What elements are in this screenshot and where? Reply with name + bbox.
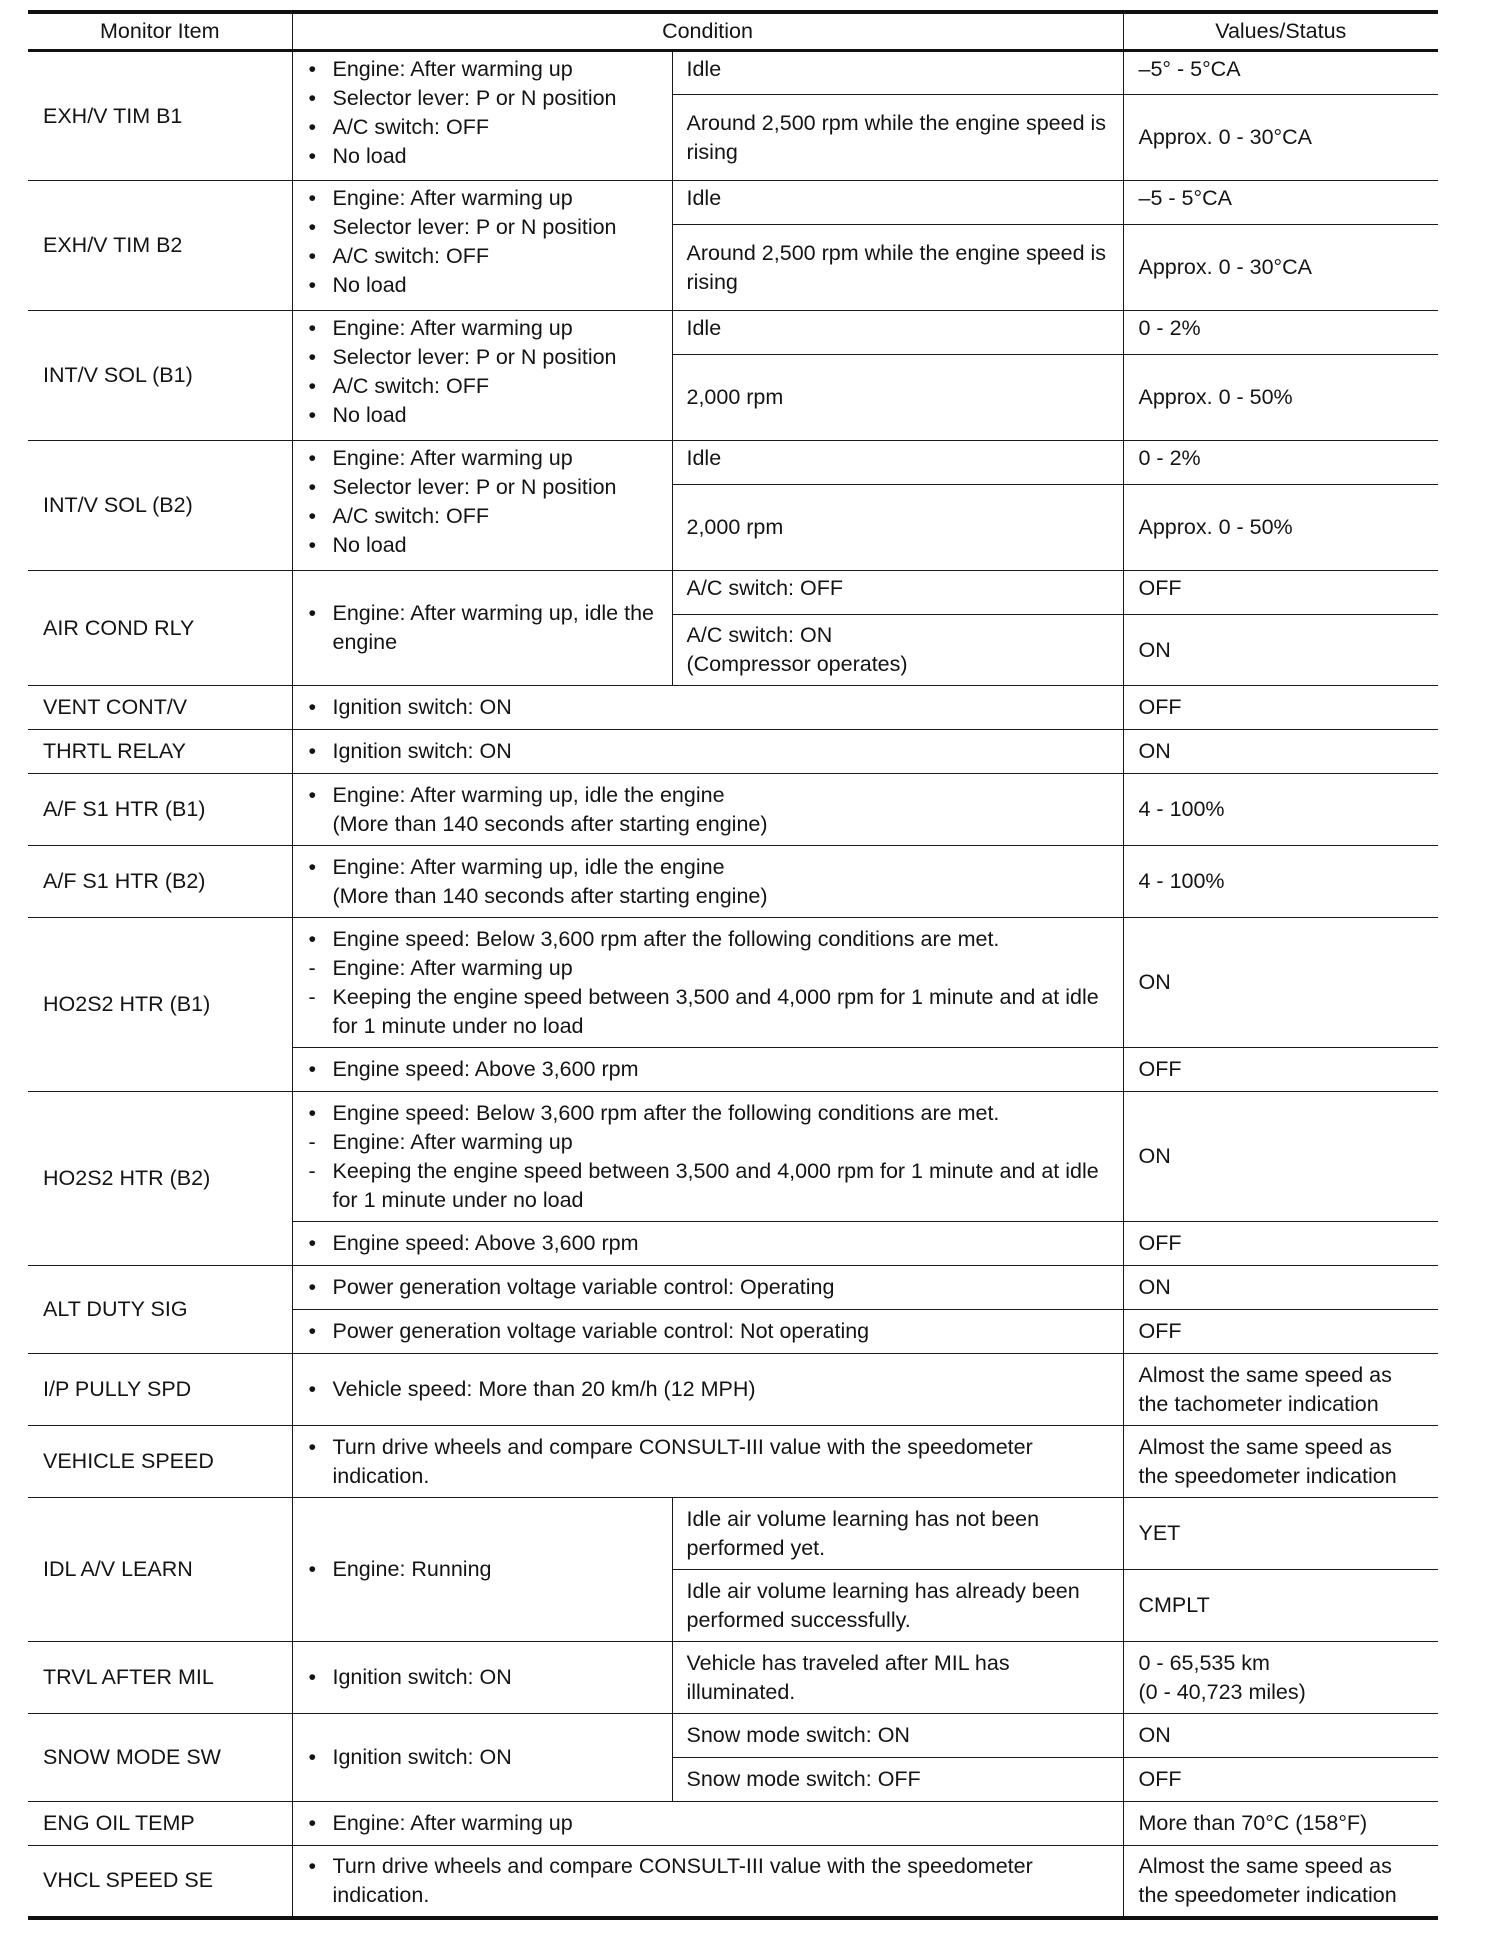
value-cell: OFF (1123, 686, 1438, 730)
bullet-line: • Engine: After warming up (308, 186, 573, 210)
bullet-line: • Selector lever: P or N position (308, 345, 617, 369)
bullet-line: • A/C switch: OFF (308, 504, 489, 528)
sub-condition: A/C switch: OFF (672, 571, 1123, 615)
bullet-line: • Engine: After warming up, idle the engine (308, 854, 725, 879)
bullet-line: • No load (308, 144, 407, 168)
condition-cell (292, 1846, 1123, 1918)
dash-line: - Keeping the engine speed between 3,500 and 4,000 rpm for 1 minute and at idle for 1 minute under no load (308, 984, 1099, 1038)
value-cell: YET (1123, 1498, 1438, 1570)
table-row (28, 774, 1438, 846)
bullet-line: • Selector lever: P or N position (308, 215, 617, 239)
bullet-line: • Turn drive wheels and compare CONSULT-III value with the speedometer indication. (308, 1853, 1033, 1907)
value-cell (1123, 1642, 1438, 1714)
monitor-item: A/F S1 HTR (B1) (28, 774, 292, 846)
monitor-item: ALT DUTY SIG (28, 1266, 292, 1354)
bullet-line: • Engine: After warming up (308, 57, 573, 81)
table-row (28, 1354, 1438, 1426)
continuation-line: (More than 140 seconds after starting engine) (332, 811, 768, 836)
bullet-line: • Power generation voltage variable control: Not operating (308, 1319, 870, 1343)
monitor-item: SNOW MODE SW (28, 1714, 292, 1802)
sub-condition-line: (Compressor operates) (686, 652, 908, 676)
value-cell: OFF (1123, 1048, 1438, 1092)
monitor-item: EXH/V TIM B2 (28, 181, 292, 311)
table-row (28, 1266, 1438, 1310)
bullet-line: • No load (308, 403, 407, 427)
table-row (28, 311, 1438, 355)
bullet-line: • Engine: After warming up, idle the engine (308, 601, 654, 654)
value-cell: 4 - 100% (1123, 774, 1438, 846)
condition-cell (292, 1642, 672, 1714)
bullet-line: • A/C switch: OFF (308, 244, 489, 268)
value-cell: OFF (1123, 1222, 1438, 1266)
value-cell: Approx. 0 - 50% (1123, 355, 1438, 441)
condition-cell (292, 730, 1123, 774)
bullet-line: • A/C switch: OFF (308, 374, 489, 398)
bullet-line: • No load (308, 533, 407, 557)
table-row (28, 1846, 1438, 1918)
bullet-line: • Engine speed: Above 3,600 rpm (308, 1057, 639, 1081)
condition-cell (292, 774, 1123, 846)
table-row (28, 1714, 1438, 1758)
value-cell: OFF (1123, 1310, 1438, 1354)
value-cell: CMPLT (1123, 1570, 1438, 1642)
condition-cell (292, 441, 672, 571)
monitor-item: VENT CONT/V (28, 686, 292, 730)
table-row (28, 846, 1438, 918)
header-values-status: Values/Status (1123, 12, 1438, 51)
monitor-item: TRVL AFTER MIL (28, 1642, 292, 1714)
value-cell: ON (1123, 1266, 1438, 1310)
value-cell: Almost the same speed as the tachometer indication (1123, 1354, 1438, 1426)
value-cell: –5 - 5°CA (1123, 181, 1438, 225)
table-row (28, 1092, 1438, 1222)
bullet-line: • Engine speed: Above 3,600 rpm (308, 1231, 639, 1255)
value-cell: Almost the same speed as the speedometer indication (1123, 1846, 1438, 1918)
header-row (28, 12, 1438, 51)
condition-cell (292, 1222, 1123, 1266)
bullet-line: • Ignition switch: ON (308, 1665, 512, 1689)
condition-cell (292, 846, 1123, 918)
table-row (28, 918, 1438, 1048)
value-cell: Approx. 0 - 50% (1123, 485, 1438, 571)
bullet-line: • Selector lever: P or N position (308, 86, 617, 110)
condition-cell (292, 1048, 1123, 1092)
bullet-line: • Engine speed: Below 3,600 rpm after the following conditions are met. (308, 1100, 1000, 1125)
condition-cell (292, 918, 1123, 1048)
value-cell: OFF (1123, 1758, 1438, 1802)
bullet-line: • A/C switch: OFF (308, 115, 489, 139)
bullet-line: • Engine speed: Below 3,600 rpm after the following conditions are met. (308, 926, 1000, 951)
bullet-line: • Engine: After warming up (308, 316, 573, 340)
sub-condition: Snow mode switch: ON (672, 1714, 1123, 1758)
sub-condition: Idle (672, 181, 1123, 225)
monitor-item: VEHICLE SPEED (28, 1426, 292, 1498)
table-row (28, 441, 1438, 485)
bullet-line: • Engine: After warming up, idle the engine (308, 782, 725, 807)
value-line: 0 - 65,535 km (1138, 1650, 1270, 1675)
table-row (28, 51, 1438, 95)
bullet-line: • Engine: After warming up (308, 1811, 573, 1835)
condition-cell (292, 1802, 1123, 1846)
monitor-item: IDL A/V LEARN (28, 1498, 292, 1642)
dash-line: - Keeping the engine speed between 3,500 and 4,000 rpm for 1 minute and at idle for 1 minute under no load (308, 1158, 1099, 1212)
sub-condition: Idle (672, 51, 1123, 95)
value-cell: ON (1123, 730, 1438, 774)
value-line: (0 - 40,723 miles) (1138, 1679, 1306, 1704)
bullet-line: • Ignition switch: ON (308, 739, 512, 763)
monitor-item: EXH/V TIM B1 (28, 51, 292, 181)
table-row (28, 1426, 1438, 1498)
value-cell: 0 - 2% (1123, 311, 1438, 355)
value-cell: ON (1123, 615, 1438, 686)
value-cell: ON (1123, 1092, 1438, 1222)
bullet-line: • Engine: Running (308, 1557, 492, 1581)
value-cell: 4 - 100% (1123, 846, 1438, 918)
sub-condition: Idle (672, 311, 1123, 355)
value-cell: Approx. 0 - 30°CA (1123, 95, 1438, 181)
condition-cell (292, 686, 1123, 730)
sub-condition: Idle air volume learning has already been performed successfully. (672, 1570, 1123, 1642)
sub-condition: 2,000 rpm (672, 355, 1123, 441)
table-row (28, 730, 1438, 774)
value-cell: Almost the same speed as the speedometer indication (1123, 1426, 1438, 1498)
table-row (28, 1802, 1438, 1846)
value-cell: More than 70°C (158°F) (1123, 1802, 1438, 1846)
table-row (28, 181, 1438, 225)
condition-cell (292, 1310, 1123, 1354)
continuation-line: (More than 140 seconds after starting engine) (332, 883, 768, 908)
value-cell: ON (1123, 918, 1438, 1048)
value-cell: ON (1123, 1714, 1438, 1758)
dash-line: - Engine: After warming up (308, 955, 573, 980)
value-cell: Approx. 0 - 30°CA (1123, 225, 1438, 311)
condition-cell (292, 1714, 672, 1802)
sub-condition: Around 2,500 rpm while the engine speed is rising (672, 95, 1123, 181)
table-row (28, 571, 1438, 615)
sub-condition: Around 2,500 rpm while the engine speed is rising (672, 225, 1123, 311)
condition-cell (292, 311, 672, 441)
monitor-item: VHCL SPEED SE (28, 1846, 292, 1918)
bullet-line: • No load (308, 273, 407, 297)
bullet-line: • Ignition switch: ON (308, 1745, 512, 1769)
monitor-item: INT/V SOL (B2) (28, 441, 292, 571)
condition-cell (292, 1498, 672, 1642)
sub-condition: Snow mode switch: OFF (672, 1758, 1123, 1802)
condition-cell (292, 1092, 1123, 1222)
condition-cell (292, 1354, 1123, 1426)
sub-condition: Idle (672, 441, 1123, 485)
monitor-item: INT/V SOL (B1) (28, 311, 292, 441)
bullet-line: • Power generation voltage variable control: Operating (308, 1275, 835, 1299)
monitor-item: AIR COND RLY (28, 571, 292, 686)
condition-cell (292, 1266, 1123, 1310)
sub-condition-line: A/C switch: ON (686, 623, 833, 647)
value-cell: –5° - 5°CA (1123, 51, 1438, 95)
bullet-line: • Turn drive wheels and compare CONSULT-III value with the speedometer indication. (308, 1434, 1033, 1488)
condition-cell (292, 51, 672, 181)
monitor-item: I/P PULLY SPD (28, 1354, 292, 1426)
bullet-line: • Selector lever: P or N position (308, 475, 617, 499)
condition-cell (292, 181, 672, 311)
monitor-item: THRTL RELAY (28, 730, 292, 774)
table-row (28, 1498, 1438, 1570)
header-monitor-item: Monitor Item (28, 12, 292, 51)
monitor-item: ENG OIL TEMP (28, 1802, 292, 1846)
monitor-item: A/F S1 HTR (B2) (28, 846, 292, 918)
monitor-item: HO2S2 HTR (B1) (28, 918, 292, 1092)
sub-condition (672, 615, 1123, 686)
bullet-line: • Engine: After warming up (308, 446, 573, 470)
value-cell: OFF (1123, 571, 1438, 615)
sub-condition: Vehicle has traveled after MIL has illuminated. (672, 1642, 1123, 1714)
bullet-line: • Vehicle speed: More than 20 km/h (12 MPH) (308, 1377, 756, 1401)
condition-cell (292, 571, 672, 686)
header-condition: Condition (292, 12, 1123, 51)
bullet-line: • Ignition switch: ON (308, 695, 512, 719)
monitor-item: HO2S2 HTR (B2) (28, 1092, 292, 1266)
table-row (28, 686, 1438, 730)
sub-condition: 2,000 rpm (672, 485, 1123, 571)
sub-condition: Idle air volume learning has not been performed yet. (672, 1498, 1123, 1570)
monitor-table (28, 10, 1438, 1920)
value-cell: 0 - 2% (1123, 441, 1438, 485)
dash-line: - Engine: After warming up (308, 1129, 573, 1154)
condition-cell (292, 1426, 1123, 1498)
table-row (28, 1642, 1438, 1714)
